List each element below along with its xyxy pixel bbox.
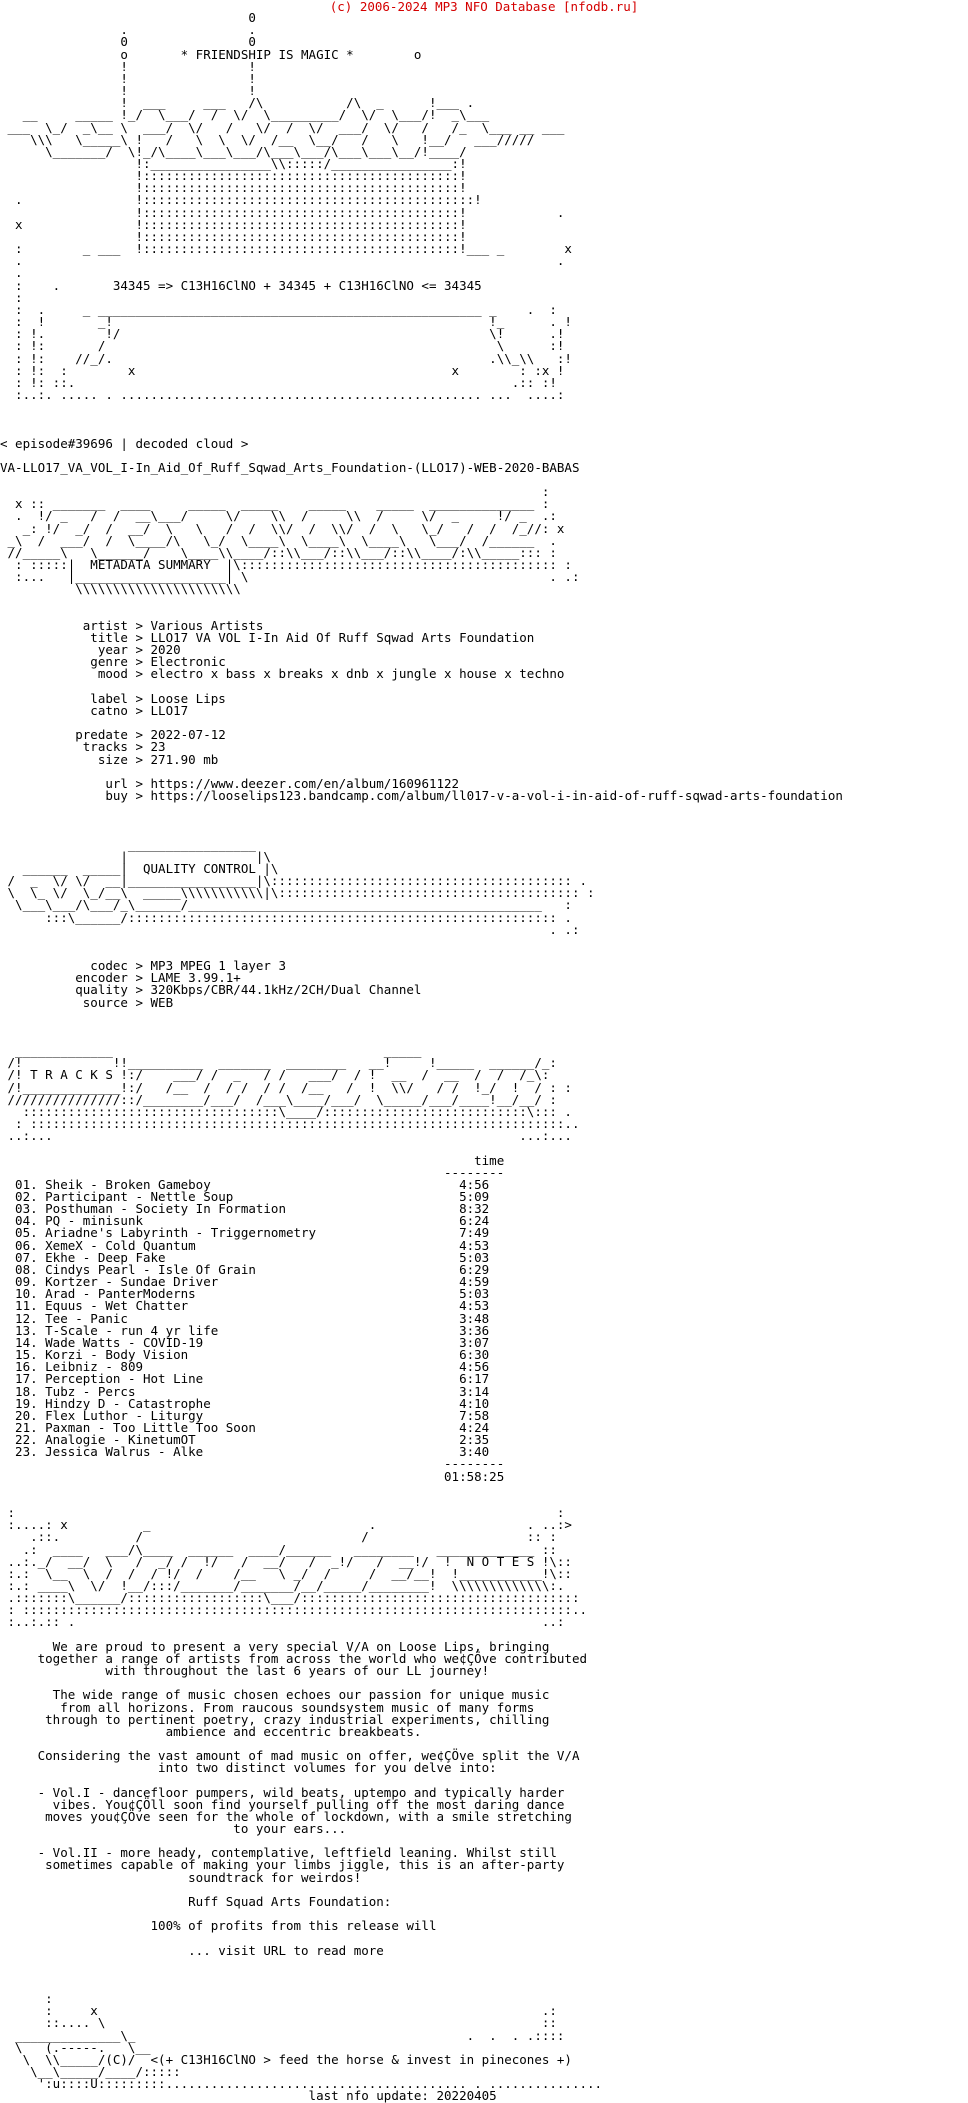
- time-rule: --------: [0, 1164, 505, 1180]
- notes-art-line: .: ____ ___/\____ ______ ____/______ ________ _____________ ::: [0, 1541, 557, 1557]
- notes-line: into two distinct volumes for you delve into:: [0, 1760, 497, 1776]
- metadata-art-line: \\\\\\\\\\\\\\\\\\\\\\: [0, 581, 241, 597]
- field-value: 23: [150, 739, 166, 755]
- track-time: 4:24: [436, 1419, 490, 1435]
- tracks-art-line: /! T R A C K S !:/ ___/ / _ / / ___/ / ! __ / __ / / /_\:: [0, 1067, 550, 1083]
- notes-art-line: :.: \__ \ / / / !/ / /__ \ _/ / / __/__! !___________!\::: [0, 1565, 572, 1581]
- track-number: 05.: [0, 1225, 46, 1241]
- notes-line: to your ears...: [0, 1821, 347, 1837]
- notes-line: We are proud to present a very special V/A on Loose Lips, bringing: [0, 1638, 550, 1654]
- track-name: PQ - minisunk: [45, 1213, 437, 1229]
- notes-line: sometimes capable of making your limbs jiggle, this is an after-party: [0, 1857, 565, 1873]
- track-time: 4:53: [436, 1298, 490, 1314]
- track-time: 4:56: [436, 1176, 490, 1192]
- track-number: 01.: [0, 1176, 46, 1192]
- footer-art-line: ::.... \ ::: [0, 2015, 557, 2031]
- quality-art-line: . .:: [0, 921, 580, 937]
- field-label: encoder >: [0, 970, 151, 986]
- field-label: url >: [0, 775, 151, 791]
- track-number: 09.: [0, 1274, 46, 1290]
- notes-line: ... visit URL to read more: [0, 1942, 384, 1958]
- track-number: 03.: [0, 1201, 46, 1217]
- notes-art-line: : :: [0, 1505, 565, 1521]
- track-time: 6:30: [436, 1347, 490, 1363]
- notes-line: from all horizons. From raucous soundsystem music of many forms: [0, 1699, 535, 1715]
- track-number: 11.: [0, 1298, 46, 1314]
- notes-art-line: .:::::::\______/::::::::::::::::::\___/:::::::::::::::::::::::::::::::::::::: [0, 1590, 580, 1606]
- field-label: mood >: [0, 666, 151, 682]
- track-time: 4:59: [436, 1274, 490, 1290]
- field-value: 271.90 mb: [150, 751, 219, 767]
- notes-line: through to pertinent poetry, crazy industrial experiments, chilling: [0, 1711, 550, 1727]
- track-name: Tubz - Percs: [45, 1383, 437, 1399]
- field-buy: [0, 787, 968, 803]
- metadata-art-line: . !/ _ / / __\___/ \/ \\ / \\ / \/ _ !/ _ .:: [0, 508, 557, 524]
- footer-art-line: \ (.-----. \__: [0, 2039, 151, 2055]
- track-number: 22.: [0, 1432, 46, 1448]
- field-value: LLO17: [150, 702, 189, 718]
- field-label: title >: [0, 630, 151, 645]
- track-name: XemeX - Cold Quantum: [45, 1237, 437, 1253]
- track-name: Participant - Nettle Soup: [45, 1189, 437, 1204]
- track-number: 12.: [0, 1310, 46, 1326]
- notes-line: The wide range of music chosen echoes our passion for unique music: [0, 1687, 550, 1703]
- field-value: https://www.deezer.com/en/album/160961122: [150, 775, 460, 791]
- footer-art-line: :: [0, 1991, 53, 2007]
- tracks-art-line: /!_____________!:/ /__ / / / / / /__ / ! \\/ / / !_/ ! / : :: [0, 1079, 572, 1095]
- field-label: size >: [0, 751, 151, 767]
- track-name: Ariadne's Labyrinth - Triggernometry: [45, 1225, 437, 1241]
- notes-art-line: .::. / / :: :: [0, 1529, 557, 1545]
- field-value: LAME 3.99.1+: [150, 970, 241, 986]
- header-art-line: !::::::::::::::::::::::::::::::::::::::::::! .: [0, 204, 565, 220]
- track-name: Perception - Hot Line: [45, 1371, 437, 1387]
- track-time: 3:40: [436, 1444, 490, 1460]
- track-number: 21.: [0, 1419, 46, 1435]
- quality-art-line: \ \_ \/ \_/__\ _____\\\\\\\\\\\|\:::::::::::::::::::::::::::::::::::::::: :: [0, 885, 595, 901]
- header-art-line: : !: //_/. .\\_\\ :!: [0, 350, 572, 366]
- notes-line: soundtrack for weirdos!: [0, 1869, 362, 1885]
- track-name: Leibniz - 809: [45, 1359, 437, 1375]
- track-time: 7:58: [436, 1407, 490, 1423]
- episode-line: < episode#39696 | decoded cloud >: [0, 435, 249, 451]
- field-label: genre >: [0, 654, 151, 670]
- release-name: VA-LLO17_VA_VOL_I-In_Aid_Of_Ruff_Sqwad_Arts_Foundation-(LLO17)-WEB-2020-BABAS: [0, 459, 580, 475]
- notes-line: Ruff Squad Arts Foundation:: [0, 1893, 392, 1909]
- tracks-art-line: ::::::::::::::::::::::::::::::::::\____/:::::::::::::::::::::::::::\::: .: [0, 1103, 572, 1119]
- track-time: 8:32: [436, 1201, 490, 1217]
- header-art-line: !::::::::::::::::::::::::::::::::::::::::::!: [0, 228, 467, 244]
- track-name: Paxman - Too Little Too Soon: [45, 1419, 437, 1435]
- tracklist: [0, 1152, 968, 1484]
- track-number: 02.: [0, 1189, 46, 1204]
- field-label: artist >: [0, 617, 151, 633]
- notes-art-line: :..:.:: . ..:: [0, 1614, 565, 1630]
- tracks-art-line: : :::::::::::::::::::::::::::::::::::::::::::::::::::::::::::::::::::::::..: [0, 1116, 580, 1132]
- field-value: LLO17 VA VOL I-In Aid Of Ruff Sqwad Arts Foundation: [150, 630, 535, 645]
- field-value: Loose Lips: [150, 690, 226, 706]
- field-mood: [0, 668, 968, 680]
- field-size: [0, 751, 968, 767]
- field-value: MP3 MPEG 1 layer 3: [150, 958, 286, 974]
- header-art-line: ! !: [0, 58, 256, 74]
- header-art-line: 0: [0, 10, 256, 26]
- field-label: tracks >: [0, 739, 151, 755]
- header-art-line: ! !: [0, 70, 256, 86]
- field-source: [0, 994, 968, 1010]
- metadata-art-line: x :: _______ ____ _____ _____ _____ _____ ______________ :: [0, 496, 550, 512]
- header-art-line: . .: [0, 22, 256, 38]
- header-art-line: .: [0, 265, 23, 281]
- metadata-art-line: :... |____________________| \ . .:: [0, 569, 580, 585]
- field-value: WEB: [150, 994, 174, 1010]
- header-art-line: ___ \_/ _\__ \ ___/ \/ / \/ / \/ ___/ \/ / /_ \___ __ ___: [0, 119, 565, 135]
- track-number: 18.: [0, 1383, 46, 1399]
- field-value: Various Artists: [150, 617, 264, 633]
- field-label: year >: [0, 642, 151, 658]
- header-art-line: . !::::::::::::::::::::::::::::::::::::::::::::!: [0, 192, 482, 208]
- header-art-line: !:________________\\:::::/________________:!: [0, 156, 467, 172]
- notes-line: vibes. You¢ÇÖll soon find yourself pulling off the most daring dance: [0, 1796, 565, 1812]
- header-art-line: : ! _! !_ . !: [0, 314, 572, 330]
- track-number: 20.: [0, 1407, 46, 1423]
- tracks-art-line: /! !!__________ _______ ________ __! !_____ ______/_:: [0, 1055, 557, 1071]
- footer-ascii-art: [0, 1993, 968, 2090]
- track-time: 6:29: [436, 1261, 490, 1277]
- header-art-line: :..:. ..... . ................................................ ... ....:: [0, 386, 565, 402]
- notes-line: moves you¢ÇÖve seen for the whole of lockdown, with a smile stretching: [0, 1808, 572, 1824]
- track-name: Arad - PanterModerns: [45, 1286, 437, 1302]
- header-art-line: : _ ___ !::::::::::::::::::::::::::::::::::::::::::!___ _ x: [0, 241, 572, 257]
- field-label: catno >: [0, 702, 151, 718]
- tracks-ascii-art: [0, 1045, 968, 1142]
- field-label: predate >: [0, 727, 151, 743]
- metadata-art-line: : :::::| METADATA SUMMARY |\:::::::::::::::::::::::::::::::::::::::::: :: [0, 557, 572, 573]
- track-number: 07.: [0, 1249, 46, 1265]
- field-label: codec >: [0, 958, 151, 974]
- track-name: Tee - Panic: [45, 1310, 437, 1326]
- footer-art-line: : x .:: [0, 2003, 557, 2019]
- quality-art-line: \___\___/\___/_\______/_______________________________________________ :: [0, 897, 572, 913]
- field-label: buy >: [0, 787, 151, 803]
- track-number: 08.: [0, 1261, 46, 1277]
- header-art-line: !::::::::::::::::::::::::::::::::::::::::::!: [0, 168, 467, 184]
- notes-line: - Vol.II - more heady, contemplative, leftfield leaning. Whilst still: [0, 1845, 557, 1861]
- tracks-art-line: ///////////////::/________/___/ /___\____/___/ \_____/___/____!__/__/ :: [0, 1091, 557, 1107]
- field-label: quality >: [0, 982, 151, 998]
- quality-ascii-art: [0, 836, 968, 937]
- header-art-line: : !. !/ \! .!: [0, 326, 565, 342]
- footer-art-line: \ \\_____/(C)/ <(+ C13H16ClNO > feed the horse & invest in pinecones +): [0, 2051, 572, 2067]
- field-value: 2022-07-12: [150, 727, 226, 743]
- notes-ascii-art: [0, 1507, 968, 1629]
- track-name: Equus - Wet Chatter: [45, 1298, 437, 1314]
- field-value: electro x bass x breaks x dnb x jungle x house x techno: [150, 666, 565, 682]
- track-name: Posthuman - Society In Formation: [45, 1201, 437, 1217]
- quality-summary: [0, 960, 968, 1009]
- track-name: Cindys Pearl - Isle Of Grain: [45, 1261, 437, 1277]
- quality-art-line: ______ _____| QUALITY CONTROL |\: [0, 860, 279, 876]
- track-name: Kortzer - Sundae Driver: [45, 1274, 437, 1290]
- track-name: Jessica Walrus - Alke: [45, 1444, 437, 1460]
- time-header: time: [0, 1152, 505, 1168]
- track-time: 5:09: [436, 1189, 490, 1204]
- quality-art-line: | |\: [0, 848, 271, 864]
- track-name: T-Scale - run 4 yr life: [45, 1322, 437, 1338]
- track-time: 3:14: [436, 1383, 490, 1399]
- tracks-art-line: _____________ _____: [0, 1043, 422, 1059]
- quality-art-line: / _ \/ \/ __|_________________|\:::::::::::::::::::::::::::::::::::::::: .: [0, 873, 587, 889]
- track-number: 06.: [0, 1237, 46, 1253]
- notes-line: - Vol.I - dancefloor pumpers, wild beats, uptempo and typically harder: [0, 1784, 565, 1800]
- header-art-line: !::::::::::::::::::::::::::::::::::::::::::!: [0, 180, 467, 196]
- metadata-art-line: _: !/ _/ / __/ \ \ / / \\/ / \\/ / \ \_/ / / /_//: x: [0, 520, 565, 536]
- quality-art-line: _________________: [0, 836, 256, 852]
- header-art-line: : !: / \ :!: [0, 338, 565, 354]
- footer-art-line: \__\_____/____/:::::: [0, 2064, 181, 2080]
- track-time: 5:03: [436, 1286, 490, 1302]
- track-number: 19.: [0, 1395, 46, 1411]
- field-label: source >: [0, 994, 151, 1010]
- notes-line: together a range of artists from across the world who we¢ÇÖve contributed: [0, 1650, 587, 1666]
- track-number: 14.: [0, 1334, 46, 1350]
- track-time: 2:35: [436, 1432, 490, 1448]
- track-name: Flex Luthor - Liturgy: [45, 1407, 437, 1423]
- track-name: Wade Watts - COVID-19: [45, 1334, 437, 1350]
- track-time: 7:49: [436, 1225, 490, 1241]
- site-credit: (c) 2006-2024 MP3 NFO Database [nfodb.ru]: [329, 0, 639, 14]
- track-time: 3:36: [436, 1322, 490, 1338]
- quality-art-line: :::\______/::::::::::::::::::::::::::::::::::::::::::::::::::::::::: .: [0, 909, 572, 925]
- track-number: 16.: [0, 1359, 46, 1375]
- header-art-line: . .: [0, 253, 565, 269]
- header-art-line: ! !: [0, 83, 256, 99]
- notes-art-line: :....: x _ . . ..:>: [0, 1517, 572, 1533]
- field-catno: [0, 702, 968, 718]
- notes-line: Considering the vast amount of mad music on offer, we¢ÇÖve split the V/A: [0, 1748, 580, 1764]
- track-time: 6:17: [436, 1371, 490, 1387]
- footer-art-line: ______________\_ . . . .::::: [0, 2027, 565, 2043]
- header-art-line: : !: : x x : :x !: [0, 362, 565, 378]
- notes-line: 100% of profits from this release will: [0, 1918, 437, 1934]
- last-update: last nfo update: 20220405: [0, 2088, 497, 2103]
- notes-line: ambience and eccentric breakbeats.: [0, 1723, 422, 1739]
- tracks-art-line: ..:... ...:...: [0, 1128, 572, 1144]
- track-time: 3:07: [436, 1334, 490, 1350]
- track-number: 04.: [0, 1213, 46, 1229]
- metadata-summary: [0, 617, 968, 803]
- total-time: 01:58:25: [0, 1468, 505, 1484]
- metadata-art-line: _\ / ___/ / \____/\ \_/ \____\ \____\ \____\ \___/ /______ .: [0, 532, 557, 548]
- notes-text: [0, 1638, 968, 1958]
- track-name: Hindzy D - Catastrophe: [45, 1395, 437, 1411]
- notes-line: with throughout the last 6 years of our LL journey!: [0, 1663, 490, 1679]
- field-value: 320Kbps/CBR/44.1kHz/2CH/Dual Channel: [150, 982, 422, 998]
- track-time: 4:56: [436, 1359, 490, 1375]
- track-number: 10.: [0, 1286, 46, 1302]
- header-ascii-art: [0, 12, 968, 401]
- field-label: label >: [0, 690, 151, 706]
- track-time: 3:48: [436, 1310, 490, 1326]
- track-number: 15.: [0, 1347, 46, 1363]
- header-art-line: :: [0, 289, 23, 305]
- track-name: Ekhe - Deep Fake: [45, 1249, 437, 1265]
- total-rule: --------: [0, 1456, 505, 1472]
- field-value: https://looselips123.bandcamp.com/album/ll017-v-a-vol-i-in-aid-of-ruff-sqwad-arts-foundation: [150, 787, 843, 803]
- metadata-ascii-art: [0, 486, 968, 595]
- header-art-line: : . _ ___________________________________________________ _ . :: [0, 301, 557, 317]
- header-art-line: o * FRIENDSHIP IS MAGIC * o: [0, 46, 422, 62]
- metadata-art-line: :: [0, 484, 550, 500]
- track-time: 6:24: [436, 1213, 490, 1229]
- track-number: 13.: [0, 1322, 46, 1338]
- header-art-line: 0 0: [0, 34, 256, 50]
- track-number: 17.: [0, 1371, 46, 1387]
- track-number: 23.: [0, 1444, 46, 1460]
- header-art-line: ! ___ ___ /\ /\ _ !___ .: [0, 95, 475, 111]
- notes-art-line: ..:._/ __/ \ / _/ / !/ / __/ / _!/ / __!/ ! N O T E S !\::: [0, 1553, 572, 1569]
- track-name: Analogie - KinetumOT: [45, 1432, 437, 1448]
- header-art-line: x !::::::::::::::::::::::::::::::::::::::::::!: [0, 216, 467, 232]
- header-art-line: \_______/ \!_/\____\___\___/\___\___/\___\___\__/!____/: [0, 143, 467, 159]
- header-art-line: \\\ \_____\ ! / \ \ \/ /__ \__/ / \ !__/ ___/////: [0, 131, 535, 147]
- track-time: 4:10: [436, 1395, 490, 1411]
- track-time: 4:53: [436, 1237, 490, 1253]
- notes-art-line: :.: ____\ \/ !__/:::/_______/_______/__/_____/________! \\\\\\\\\\\\\:.: [0, 1577, 565, 1593]
- track-name: Korzi - Body Vision: [45, 1347, 437, 1363]
- track-name: Sheik - Broken Gameboy: [45, 1176, 437, 1192]
- track-time: 5:03: [436, 1249, 490, 1265]
- notes-art-line: : :::::::::::::::::::::::::::::::::::::::::::::::::::::::::::::::::::::::::..: [0, 1602, 587, 1618]
- metadata-art-line: //_____\ \______/ \____\\____/::\\___/::\\___/::\\____/:\\_____::: :: [0, 544, 557, 560]
- field-value: 2020: [150, 642, 181, 658]
- header-art-line: __ _____ !_/ \___/ / \/ \_________/ \/ \___/! _\___: [0, 107, 490, 123]
- footer-art-line: ':u::::U:::::::::........................................ . ...............: [0, 2076, 603, 2092]
- header-art-line: : !: ::. .:: :!: [0, 374, 557, 390]
- field-value: Electronic: [150, 654, 226, 670]
- header-art-line: : . 34345 => C13H16ClNO + 34345 + C13H16ClNO <= 34345: [0, 277, 482, 293]
